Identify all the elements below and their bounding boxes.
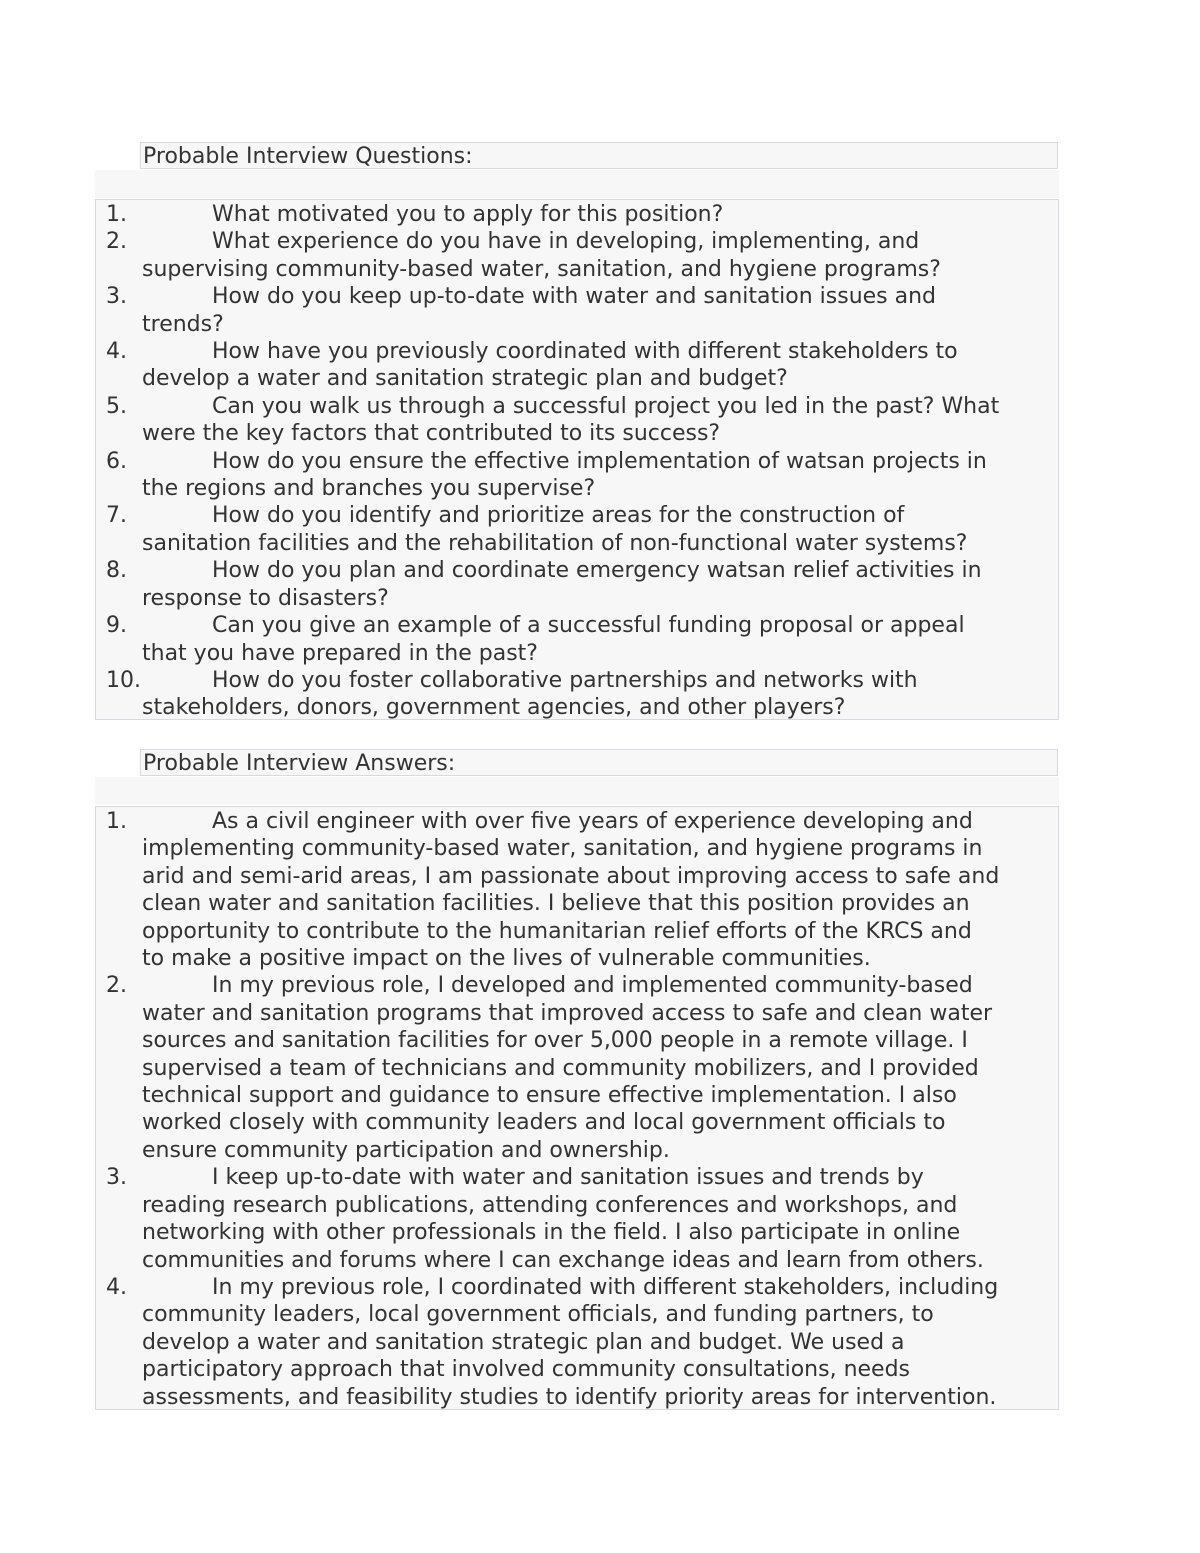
- list-item: [96, 448, 1058, 503]
- list-item: [96, 201, 1058, 228]
- list-item-text: As a civil engineer with over five years of experience developing and: [212, 809, 973, 834]
- list-item-line: [142, 1164, 1058, 1191]
- list-item-text: supervised a team of technicians and community mobilizers, and I provided: [142, 1055, 979, 1081]
- list-item-text: In my previous role, I developed and implemented community-based: [212, 973, 973, 999]
- answers-heading: Probable Interview Answers:: [140, 749, 1058, 776]
- list-item: [96, 228, 1058, 283]
- answers-spacer: [95, 777, 1059, 805]
- questions-spacer: [95, 170, 1059, 198]
- list-item-line: [142, 1301, 1058, 1328]
- list-item-number: 2.: [106, 229, 127, 255]
- list-item: [96, 557, 1058, 612]
- list-item-text: How do you identify and prioritize areas for the construction of: [212, 503, 905, 529]
- list-item-line: [142, 1356, 1058, 1383]
- list-item-line: [142, 808, 1058, 835]
- list-item-text: implementing community-based water, sanitation, and hygiene programs in: [142, 836, 983, 862]
- list-item-line: [142, 612, 1058, 639]
- list-item-line: [142, 502, 1058, 529]
- list-item-number: 4.: [106, 1274, 127, 1300]
- list-item-line: [142, 1082, 1058, 1109]
- list-item-text: I keep up-to-date with water and sanitation issues and trends by: [212, 1165, 924, 1191]
- list-item-number: 9.: [106, 613, 127, 639]
- list-item-number: 1.: [106, 202, 127, 227]
- list-item: [96, 338, 1058, 393]
- list-item-line: [142, 475, 1058, 502]
- list-item-text: What motivated you to apply for this position?: [212, 202, 724, 227]
- list-item-text: clean water and sanitation facilities. I believe that this position provides an: [142, 891, 970, 917]
- list-item-text: arid and semi-arid areas, I am passionate about improving access to safe and: [142, 863, 1000, 889]
- list-item: [96, 502, 1058, 557]
- list-item-number: 3.: [106, 284, 127, 310]
- list-item-line: [142, 972, 1058, 999]
- list-item-text: participatory approach that involved community consultations, needs: [142, 1357, 911, 1383]
- list-item-text: communities and forums where I can exchange ideas and learn from others.: [142, 1247, 984, 1273]
- list-item-line: [142, 365, 1058, 392]
- list-item-number: 5.: [106, 393, 127, 419]
- list-item-text: technical support and guidance to ensure effective implementation. I also: [142, 1083, 957, 1109]
- list-item-line: [142, 1219, 1058, 1246]
- list-item: [96, 283, 1058, 338]
- list-item-line: [142, 1137, 1058, 1164]
- list-item-text: sources and sanitation facilities for over 5,000 people in a remote village. I: [142, 1028, 968, 1054]
- list-item-text: response to disasters?: [142, 585, 389, 611]
- list-item-text: that you have prepared in the past?: [142, 640, 538, 666]
- list-item-line: [142, 890, 1058, 917]
- list-item-line: [142, 256, 1058, 283]
- list-item-line: [142, 420, 1058, 447]
- list-item: [96, 972, 1058, 1164]
- list-item-number: 4.: [106, 339, 127, 365]
- answers-list: [96, 808, 1058, 1411]
- list-item-text: worked closely with community leaders and local government officials to: [142, 1110, 946, 1136]
- list-item: [96, 393, 1058, 448]
- list-item-text: develop a water and sanitation strategic plan and budget?: [142, 366, 788, 392]
- list-item-text: opportunity to contribute to the humanitarian relief efforts of the KRCS and: [142, 918, 972, 944]
- list-item-line: [142, 835, 1058, 862]
- list-item-number: 8.: [106, 558, 127, 584]
- list-item-text: sanitation facilities and the rehabilitation of non-functional water systems?: [142, 530, 968, 556]
- list-item-text: Can you give an example of a successful funding proposal or appeal: [212, 613, 965, 639]
- list-item-line: [142, 393, 1058, 420]
- list-item-number: 1.: [106, 809, 127, 834]
- list-item-line: [142, 338, 1058, 365]
- list-item: [96, 1164, 1058, 1274]
- list-item-text: supervising community-based water, sanitation, and hygiene programs?: [142, 256, 941, 282]
- list-item-text: How have you previously coordinated with different stakeholders to: [212, 339, 958, 365]
- list-item-line: [142, 1000, 1058, 1027]
- questions-list: [96, 201, 1058, 722]
- answers-list-box: [95, 806, 1059, 1410]
- list-item-line: [142, 1384, 1058, 1411]
- list-item-number: 6.: [106, 448, 127, 474]
- list-item-line: [142, 228, 1058, 255]
- list-item-line: [142, 945, 1058, 972]
- list-item-line: [142, 1055, 1058, 1082]
- list-item-line: [142, 667, 1058, 694]
- list-item-line: [142, 694, 1058, 721]
- list-item-line: [142, 283, 1058, 310]
- list-item-text: were the key factors that contributed to its success?: [142, 421, 721, 447]
- list-item-number: 10.: [106, 667, 141, 693]
- list-item-text: the regions and branches you supervise?: [142, 476, 596, 502]
- list-item: [96, 612, 1058, 667]
- list-item: [96, 1274, 1058, 1411]
- list-item-line: [142, 1109, 1058, 1136]
- list-item-text: What experience do you have in developing, implementing, and: [212, 229, 920, 255]
- questions-heading: Probable Interview Questions:: [140, 142, 1058, 169]
- list-item-line: [142, 1192, 1058, 1219]
- list-item-text: How do you keep up-to-date with water and sanitation issues and: [212, 284, 937, 310]
- list-item-text: networking with other professionals in the field. I also participate in online: [142, 1220, 961, 1246]
- list-item-text: develop a water and sanitation strategic plan and budget. We used a: [142, 1329, 905, 1355]
- list-item-line: [142, 918, 1058, 945]
- list-item-text: trends?: [142, 311, 224, 337]
- list-item-text: assessments, and feasibility studies to identify priority areas for intervention.: [142, 1384, 997, 1410]
- list-item-text: community leaders, local government officials, and funding partners, to: [142, 1302, 934, 1328]
- list-item-text: stakeholders, donors, government agencies, and other players?: [142, 695, 846, 721]
- list-item-line: [142, 863, 1058, 890]
- list-item-line: [142, 1329, 1058, 1356]
- list-item-text: Can you walk us through a successful project you led in the past? What: [212, 393, 1000, 419]
- list-item-text: How do you ensure the effective implementation of watsan projects in: [212, 448, 987, 474]
- list-item-text: reading research publications, attending conferences and workshops, and: [142, 1192, 958, 1218]
- list-item-line: [142, 585, 1058, 612]
- list-item-text: to make a positive impact on the lives of vulnerable communities.: [142, 946, 871, 972]
- list-item-text: In my previous role, I coordinated with different stakeholders, including: [212, 1274, 999, 1300]
- list-item-line: [142, 557, 1058, 584]
- list-item-text: How do you plan and coordinate emergency watsan relief activities in: [212, 558, 982, 584]
- list-item-line: [142, 448, 1058, 475]
- list-item-number: 3.: [106, 1165, 127, 1191]
- questions-list-box: [95, 199, 1059, 720]
- list-item-line: [142, 530, 1058, 557]
- list-item: [96, 667, 1058, 722]
- list-item-text: ensure community participation and ownership.: [142, 1137, 670, 1163]
- list-item-text: How do you foster collaborative partnerships and networks with: [212, 667, 918, 693]
- list-item-line: [142, 1247, 1058, 1274]
- list-item-line: [142, 201, 1058, 228]
- list-item-text: water and sanitation programs that improved access to safe and clean water: [142, 1000, 993, 1026]
- list-item: [96, 808, 1058, 972]
- list-item-line: [142, 1027, 1058, 1054]
- list-item-line: [142, 640, 1058, 667]
- list-item-line: [142, 311, 1058, 338]
- list-item-number: 7.: [106, 503, 127, 529]
- list-item-number: 2.: [106, 973, 127, 999]
- list-item-line: [142, 1274, 1058, 1301]
